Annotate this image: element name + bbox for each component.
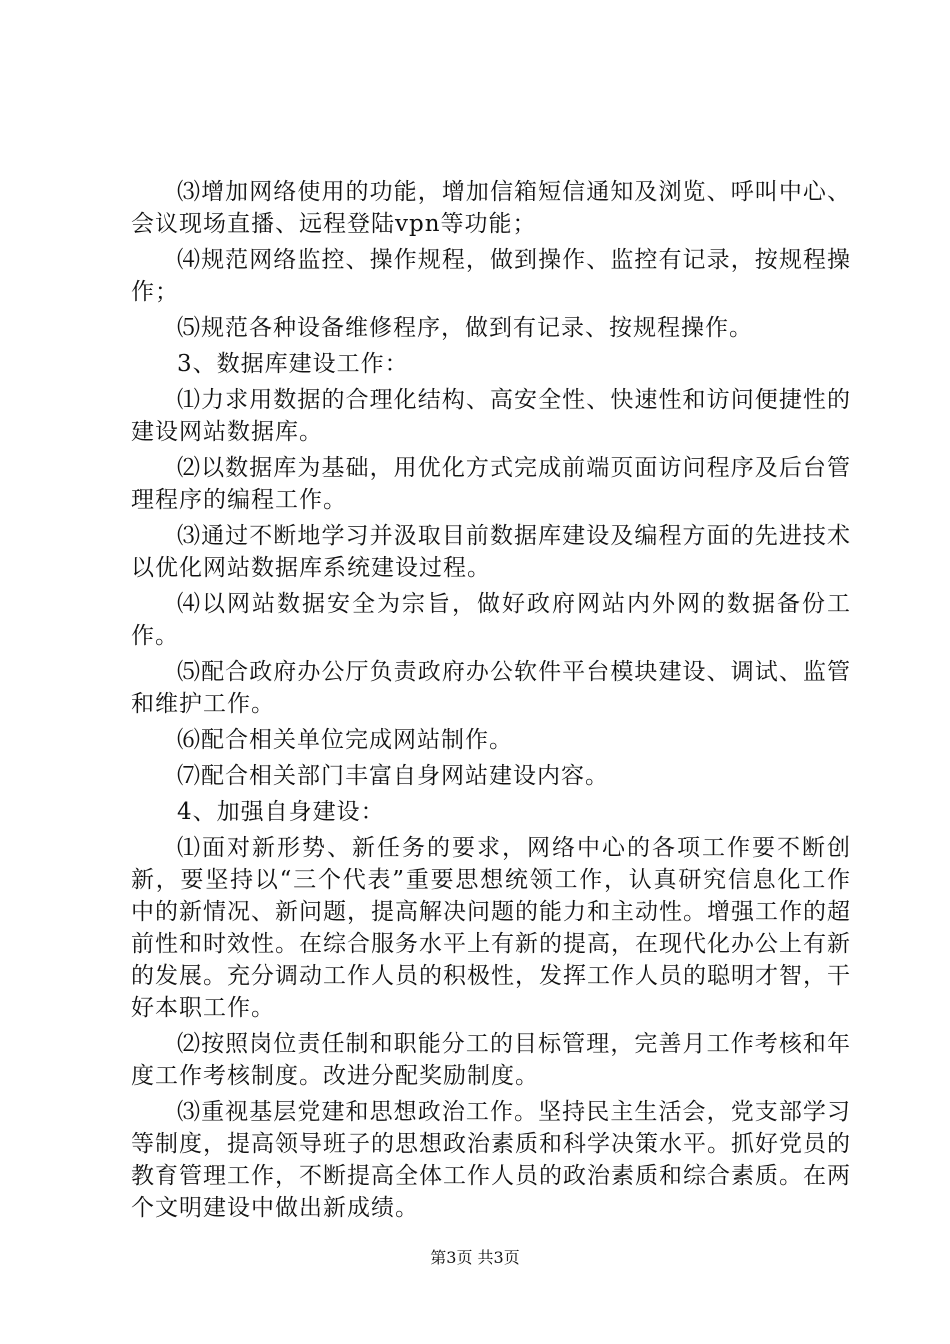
paragraph: ⑴面对新形势、新任务的要求，网络中心的各项工作要不断创新，要坚持以“三个代表”重要思想统领工作，认真研究信息化工作中的新情况、新问题，提高解决问题的能力和主动性。增强工作的超前性和时效性。在综合服务水平上有新的提高，在现代化办公上有新的发展。充分调动工作人员的积极性，发挥工作人员的聪明才智，干好本职工作。 [131, 835, 851, 1021]
page-number: 第3页 共3页 [430, 1248, 520, 1267]
section-heading: 4、加强自身建设： [177, 799, 385, 825]
section-heading: 3、数据库建设工作： [177, 351, 409, 377]
paragraph: ⑶通过不断地学习并汲取目前数据库建设及编程方面的先进技术以优化网站数据库系统建设过程。 [131, 523, 851, 581]
paragraph: ⑺配合相关部门丰富自身网站建设内容。 [177, 763, 609, 789]
paragraph: ⑷规范网络监控、操作规程，做到操作、监控有记录，按规程操作； [131, 247, 851, 305]
paragraph: ⑶重视基层党建和思想政治工作。坚持民主生活会，党支部学习等制度，提高领导班子的思想政治素质和科学决策水平。抓好党员的教育管理工作，不断提高全体工作人员的政治素质和综合素质。在两个文明建设中做出新成绩。 [131, 1099, 851, 1221]
paragraph: ⑴力求用数据的合理化结构、高安全性、快速性和访问便捷性的建设网站数据库。 [131, 387, 851, 445]
paragraph: ⑷以网站数据安全为宗旨，做好政府网站内外网的数据备份工作。 [131, 591, 851, 649]
paragraph: ⑵按照岗位责任制和职能分工的目标管理，完善月工作考核和年度工作考核制度。改进分配奖励制度。 [131, 1031, 851, 1089]
paragraph: ⑹配合相关单位完成网站制作。 [177, 727, 513, 753]
paragraph: ⑸配合政府办公厅负责政府办公软件平台模块建设、调试、监管和维护工作。 [131, 659, 851, 717]
paragraph: ⑵以数据库为基础，用优化方式完成前端页面访问程序及后台管理程序的编程工作。 [131, 455, 851, 513]
paragraph: ⑸规范各种设备维修程序，做到有记录、按规程操作。 [177, 315, 753, 341]
document-body [131, 176, 851, 1228]
paragraph: ⑶增加网络使用的功能，增加信箱短信通知及浏览、呼叫中心、会议现场直播、远程登陆vpn等功能； [131, 179, 851, 237]
